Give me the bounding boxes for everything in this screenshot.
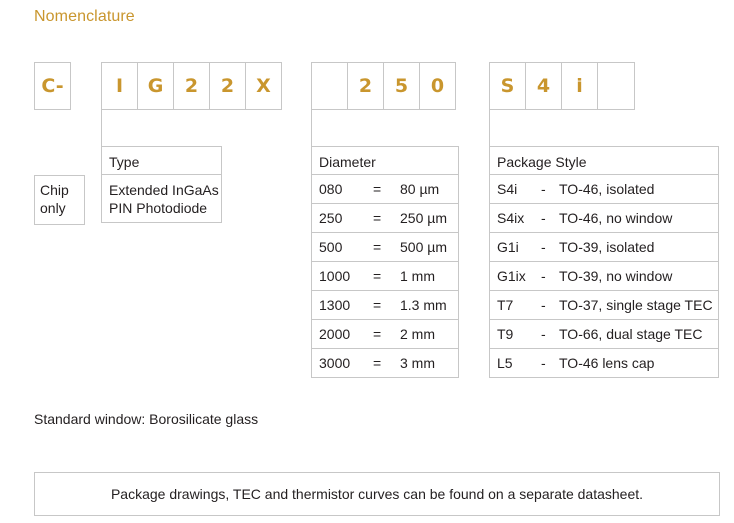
table-row [312,204,458,233]
table-row [312,291,458,320]
code-type-box-3: 2 [173,62,210,110]
code-package-box-3: i [561,62,598,110]
code-prefix-box: C- [34,62,71,110]
package-sep: - [541,326,546,342]
diameter-sep: = [373,210,382,226]
table-row [490,349,718,378]
package-code: T9 [497,326,514,342]
package-table [489,146,719,378]
package-value: TO-46, no window [559,210,673,226]
diameter-sep: = [373,181,382,197]
package-code: S4ix [497,210,525,226]
table-row [312,175,458,204]
code-type-box-5: X [245,62,282,110]
diameter-code: 2000 [319,326,351,342]
code-diameter-box-1 [311,62,348,110]
type-header: Type [102,147,221,175]
diameter-sep: = [373,239,382,255]
package-sep: - [541,239,546,255]
diameter-code: 3000 [319,355,351,371]
diameter-header: Diameter [312,147,458,175]
footer-note-box [34,472,720,516]
table-row [312,262,458,291]
table-row [312,349,458,378]
package-value: TO-46, isolated [559,181,655,197]
footer-note: Package drawings, TEC and thermistor curves can be found on a separate datasheet. [110,486,644,502]
table-row [490,320,718,349]
type-description-line1: Extended InGaAs [109,182,219,198]
package-sep: - [541,355,546,371]
table-row [312,320,458,349]
diameter-sep: = [373,326,382,342]
table-row [490,175,718,204]
table-row [312,233,458,262]
package-sep: - [541,297,546,313]
code-diameter-box-4: 0 [419,62,456,110]
code-type-box-1: I [101,62,138,110]
diameter-code: 500 [319,239,343,255]
diameter-code: 080 [319,181,343,197]
code-diameter-box-2: 2 [347,62,384,110]
diameter-value: 80 µm [400,181,440,197]
standard-window-note: Standard window: Borosilicate glass [34,411,259,427]
page-title: Nomenclature [34,8,135,25]
package-sep: - [541,181,546,197]
package-value: TO-46 lens cap [559,355,655,371]
diameter-value: 500 µm [400,239,447,255]
table-row [490,291,718,320]
diameter-value: 3 mm [400,355,435,371]
package-sep: - [541,268,546,284]
package-header: Package Style [490,147,718,175]
code-package-box-4 [597,62,635,110]
package-connector-line [489,110,490,148]
package-value: TO-66, dual stage TEC [559,326,703,342]
code-type-box-4: 2 [209,62,246,110]
diameter-sep: = [373,297,382,313]
package-code: S4i [497,181,518,197]
diameter-code: 250 [319,210,343,226]
diameter-code: 1300 [319,297,351,313]
table-row [490,204,718,233]
package-code: G1i [497,239,519,255]
diameter-value: 1 mm [400,268,435,284]
diameter-code: 1000 [319,268,351,284]
code-type-box-2: G [137,62,174,110]
type-description-line2: PIN Photodiode [109,200,208,216]
code-package-box-2: 4 [525,62,562,110]
package-value: TO-39, isolated [559,239,655,255]
package-value: TO-37, single stage TEC [559,297,713,313]
package-value: TO-39, no window [559,268,673,284]
diameter-value: 2 mm [400,326,435,342]
diameter-value: 250 µm [400,210,447,226]
code-diameter-box-3: 5 [383,62,420,110]
package-code: T7 [497,297,514,313]
package-code: L5 [497,355,513,371]
package-code: G1ix [497,268,526,284]
table-row [490,233,718,262]
diameter-connector-line [311,110,312,148]
diameter-value: 1.3 mm [400,297,447,313]
type-description [102,175,221,217]
diameter-sep: = [373,268,382,284]
chip-only-box: Chip only [34,175,85,225]
code-package-box-1: S [489,62,526,110]
table-row [490,262,718,291]
type-table [101,146,222,223]
diameter-sep: = [373,355,382,371]
type-connector-line [101,110,102,148]
package-sep: - [541,210,546,226]
diameter-table [311,146,459,378]
